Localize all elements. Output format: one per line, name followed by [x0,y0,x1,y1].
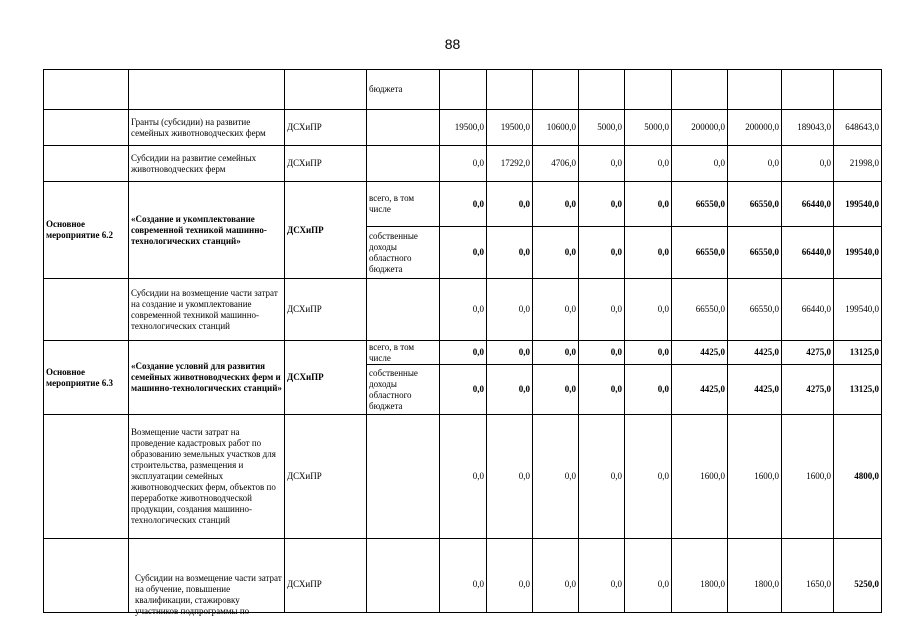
value-cell: 66550,0 [672,182,728,227]
value-cell: 4800,0 [834,415,882,539]
executor: ДСХиПР [285,146,367,182]
value-cell: 0,0 [440,365,487,415]
table-row [44,279,882,341]
value-cell: 4425,0 [672,341,728,365]
value-cell: 0,0 [579,182,625,227]
table-row [44,70,882,110]
value-cell: 0,0 [487,182,533,227]
value-cell: 66440,0 [782,182,834,227]
value-cell: 21998,0 [834,146,882,182]
funding-source: всего, в том числе [367,182,440,227]
activity-label: Основное мероприятие 6.2 [44,182,129,279]
value-cell: 4275,0 [782,341,834,365]
value-cell: 0,0 [533,415,579,539]
value-cell: 0,0 [440,415,487,539]
value-cell: 0,0 [625,539,672,613]
value-cell: 0,0 [440,279,487,341]
activity-label: Основное мероприятие 6.3 [44,341,129,415]
value-cell: 19500,0 [440,110,487,146]
value-cell: 199540,0 [834,279,882,341]
funding-source: собственные доходы областного бюджета [367,227,440,279]
value-cell: 0,0 [533,227,579,279]
value-cell: 66550,0 [672,279,728,341]
value-cell: 1600,0 [782,415,834,539]
table-row [44,146,882,182]
executor: ДСХиПР [285,415,367,539]
value-cell: 0,0 [625,182,672,227]
value-cell: 0,0 [579,227,625,279]
budget-table [43,69,882,613]
value-cell: 0,0 [625,365,672,415]
funding-source: собственные доходы областного бюджета [367,365,440,415]
value-cell: 66550,0 [728,227,782,279]
table-row [44,341,882,365]
executor: ДСХиПР [285,341,367,415]
value-cell: 13125,0 [834,365,882,415]
value-cell: 0,0 [440,539,487,613]
value-cell: 199540,0 [834,227,882,279]
value-cell: 5000,0 [579,110,625,146]
value-cell: 189043,0 [782,110,834,146]
value-cell: 0,0 [672,146,728,182]
table-row [44,182,882,227]
value-cell: 4706,0 [533,146,579,182]
value-cell: 0,0 [487,365,533,415]
value-cell: 1600,0 [672,415,728,539]
value-cell: 0,0 [579,539,625,613]
value-cell: 1800,0 [728,539,782,613]
value-cell: 0,0 [579,279,625,341]
value-cell: 1600,0 [728,415,782,539]
value-cell: 0,0 [533,341,579,365]
value-cell: 0,0 [440,146,487,182]
value-cell: 0,0 [579,365,625,415]
value-cell: 66550,0 [672,227,728,279]
value-cell: 0,0 [487,415,533,539]
activity-name: Субсидии на возмещение части затрат на обучение, повышение квалификации, стажировку участников подпрограммы по [135,573,282,616]
value-cell: 0,0 [440,227,487,279]
executor: ДСХиПР [285,539,367,613]
value-cell: 0,0 [487,227,533,279]
value-cell: 200000,0 [728,110,782,146]
table-row [44,415,882,539]
value-cell: 0,0 [533,365,579,415]
value-cell: 66550,0 [728,279,782,341]
value-cell: 66440,0 [782,279,834,341]
value-cell: 0,0 [625,415,672,539]
value-cell: 5250,0 [834,539,882,613]
value-cell: 0,0 [487,539,533,613]
value-cell: 4425,0 [728,341,782,365]
value-cell: 0,0 [579,341,625,365]
value-cell: 4425,0 [672,365,728,415]
value-cell: 0,0 [625,146,672,182]
value-cell: 0,0 [533,279,579,341]
funding-source: всего, в том числе [367,341,440,365]
value-cell: 0,0 [440,182,487,227]
value-cell: 19500,0 [487,110,533,146]
value-cell: 13125,0 [834,341,882,365]
executor: ДСХиПР [285,279,367,341]
value-cell: 648643,0 [834,110,882,146]
table-row [44,110,882,146]
value-cell: 200000,0 [672,110,728,146]
activity-name: Субсидии на развитие семейных животноводческих ферм [129,146,285,182]
value-cell: 4275,0 [782,365,834,415]
activity-name: «Создание и укомплектование современной техникой машинно-технологических станций» [129,182,285,279]
activity-name: Возмещение части затрат на проведение кадастровых работ по образованию земельных участков для строительства, размещения и эксплуатации семейных животноводческих ферм, объектов по переработке животноводческой продукции, создания машинно-технологических станций [129,415,285,539]
activity-name: Субсидии на возмещение части затрат на создание и укомплектование современной техникой машинно-технологических станций [129,279,285,341]
value-cell: 0,0 [782,146,834,182]
value-cell: 4425,0 [728,365,782,415]
page-number: 88 [444,36,461,52]
value-cell: 0,0 [625,279,672,341]
value-cell: 0,0 [533,539,579,613]
activity-name: Гранты (субсидии) на развитие семейных животноводческих ферм [129,110,285,146]
value-cell: 0,0 [440,341,487,365]
value-cell: 10600,0 [533,110,579,146]
value-cell: 0,0 [533,182,579,227]
value-cell: 0,0 [579,415,625,539]
value-cell: 0,0 [487,279,533,341]
value-cell: 0,0 [487,341,533,365]
value-cell: 0,0 [579,146,625,182]
funding-source: бюджета [367,70,440,110]
executor: ДСХиПР [285,110,367,146]
value-cell: 0,0 [728,146,782,182]
value-cell: 199540,0 [834,182,882,227]
executor: ДСХиПР [285,182,367,279]
value-cell: 1800,0 [672,539,728,613]
value-cell: 0,0 [625,227,672,279]
value-cell: 17292,0 [487,146,533,182]
value-cell: 66550,0 [728,182,782,227]
value-cell: 1650,0 [782,539,834,613]
value-cell: 66440,0 [782,227,834,279]
activity-name: «Создание условий для развития семейных животноводческих ферм и машинно-технологических станций» [129,341,285,415]
value-cell: 0,0 [625,341,672,365]
value-cell: 5000,0 [625,110,672,146]
